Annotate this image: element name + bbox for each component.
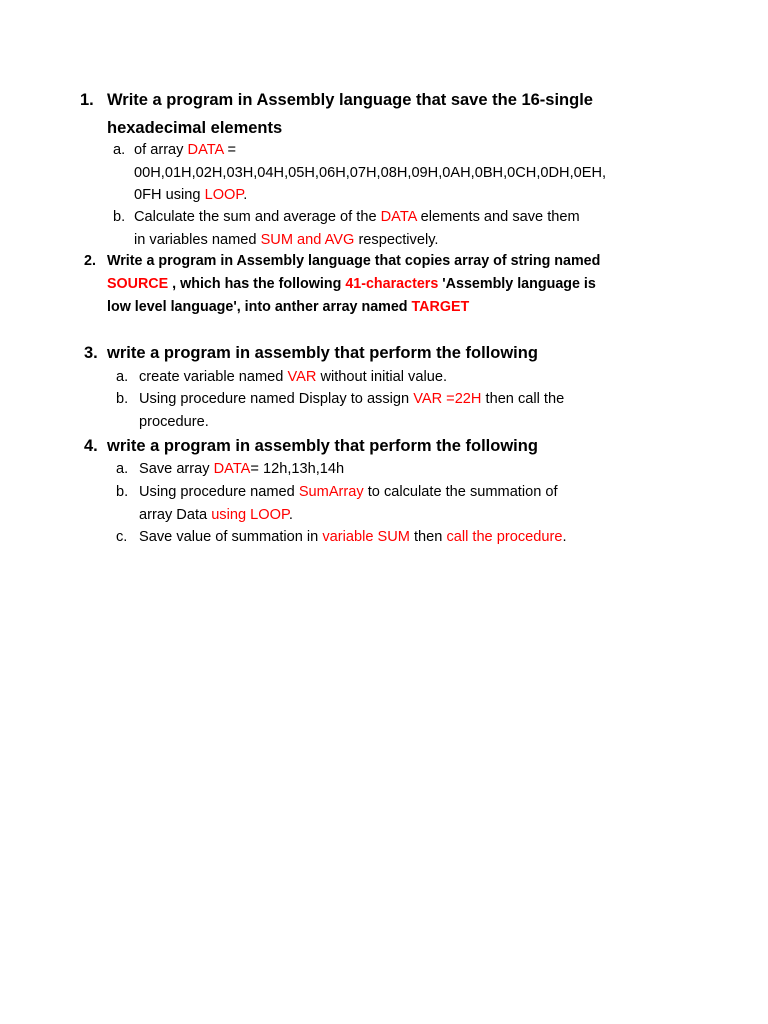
question-line: write a program in assembly that perform the following — [107, 437, 538, 455]
question-line: Write a program in Assembly language that copies array of string named — [107, 253, 601, 269]
sub-item-label: a. — [116, 369, 129, 385]
sub-item-text: Save array DATA= 12h,13h,14h — [139, 461, 345, 477]
question-line: low level language', into anther array named TARGET — [107, 299, 470, 315]
sub-item-text: Using procedure named SumArray to calculate the summation of array Data using LOOP. — [139, 484, 558, 523]
sub-item-text: Using procedure named Display to assign VAR =22H then call the procedure. — [139, 391, 565, 430]
question-number: 2. — [84, 253, 96, 269]
question-text — [107, 250, 600, 319]
question-line: Write a program in Assembly language that save the 16-single — [107, 91, 593, 109]
sub-item-text: Save value of summation in variable SUM then call the procedure. — [139, 529, 567, 545]
question-number: 3. — [84, 344, 98, 362]
sub-item-label: a. — [113, 142, 126, 158]
question-line: hexadecimal elements — [107, 119, 283, 137]
sub-item-label: a. — [116, 461, 129, 477]
sub-item-text: Calculate the sum and average of the DATA elements and save them in variables named SUM and AVG respectively. — [134, 209, 580, 248]
question-number: 1. — [80, 91, 94, 109]
sub-item-label: c. — [116, 529, 128, 545]
question-text — [107, 86, 593, 142]
sub-item-text: create variable named VAR without initial value. — [139, 369, 447, 385]
question-line: SOURCE , which has the following 41-characters 'Assembly language is — [107, 276, 596, 292]
question-line: write a program in assembly that perform the following — [107, 344, 538, 362]
sub-item-label: b. — [116, 484, 129, 500]
question-text — [107, 339, 538, 367]
sub-item-text: of array DATA = 00H,01H,02H,03H,04H,05H,06H,07H,08H,09H,0AH,0BH,0CH,0DH,0EH, 0FH using LOOP. — [134, 142, 607, 203]
sub-item-label: b. — [113, 209, 126, 225]
question-number: 4. — [84, 437, 98, 455]
question-text — [107, 432, 538, 460]
sub-item-label: b. — [116, 391, 129, 407]
